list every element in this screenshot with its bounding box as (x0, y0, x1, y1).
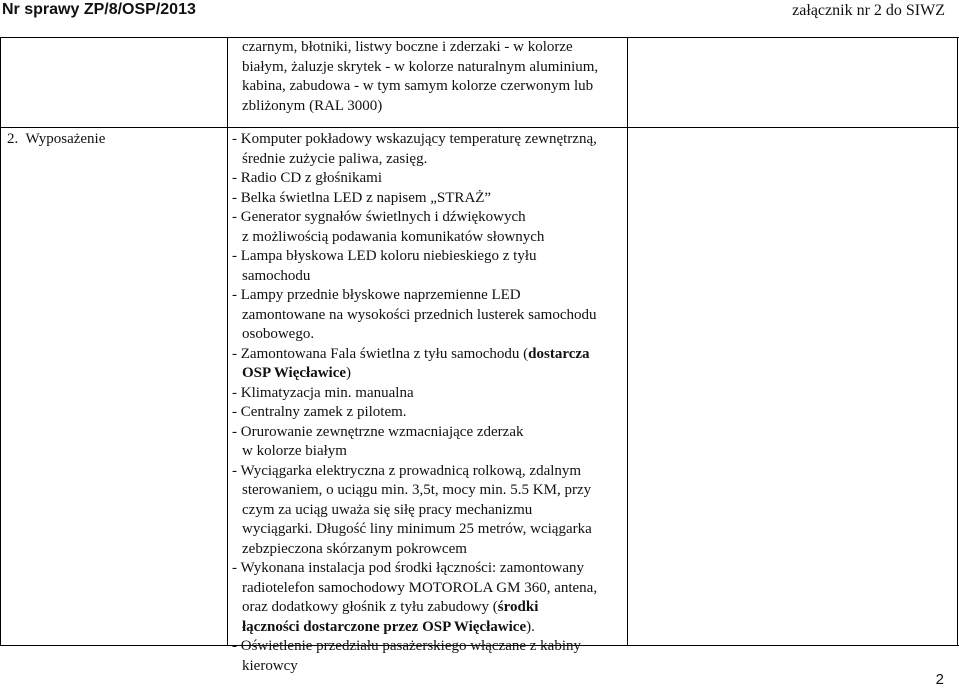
text-line: kabina, zabudowa - w tym samym kolorze czerwonym lub (242, 78, 594, 94)
row-divider (0, 127, 959, 128)
bold-text: środki (497, 599, 539, 615)
attachment-label: załącznik nr 2 do SIWZ (792, 2, 945, 19)
text-span: ). (526, 618, 535, 635)
equipment-item-cont: średnie zużycie paliwa, zasięg. (242, 150, 428, 167)
col-line-2 (627, 37, 628, 646)
equipment-item-cont: radiotelefon samochodowy MOTOROLA GM 360, antena, (242, 579, 598, 596)
text-span: oraz dodatkowy głośnik z tyłu zabudowy ( (242, 599, 498, 615)
text-span: - Zamontowana Fala świetlna z tyłu samochodu ( (232, 345, 529, 362)
equipment-item: - Belka świetlna LED z napisem „STRAŻ” (232, 189, 492, 206)
equipment-item: - Wyciągarka elektryczna z prowadnicą rolkową, zdalnym (232, 462, 582, 479)
equipment-item-cont: samochodu (242, 267, 311, 284)
text-span: ) (346, 365, 352, 381)
equipment-item-cont: z możliwością podawania komunikatów słownych (242, 228, 545, 245)
equipment-item-cont: osobowego. (242, 326, 315, 342)
col-line-0 (0, 37, 1, 646)
equipment-item-cont: zamontowane na wysokości przednich lusterek samochodu (242, 306, 597, 323)
row1-description (242, 38, 598, 116)
equipment-item: - Lampa błyskowa LED koloru niebieskiego z tyłu (232, 248, 537, 264)
col-line-1 (227, 37, 228, 646)
row2-label: 2. Wyposażenie (7, 131, 106, 147)
equipment-item: - Centralny zamek z pilotem. (232, 404, 407, 420)
equipment-item-cont (232, 364, 597, 384)
equipment-item-cont: wyciągarki. Długość liny minimum 25 metrów, wciągarka (242, 521, 592, 537)
bold-text: dostarcza (528, 345, 590, 362)
equipment-item-cont: w kolorze białym (242, 443, 347, 459)
equipment-item-cont: kierowcy (242, 657, 298, 674)
col-line-3 (957, 37, 958, 646)
equipment-item-cont: czym za uciąg uważa się siłę pracy mechanizmu (242, 501, 533, 518)
text-line: czarnym, błotniki, listwy boczne i zderzaki - w kolorze (242, 39, 573, 55)
equipment-item: - Orurowanie zewnętrzne wzmacniające zderzak (232, 423, 524, 440)
equipment-list (232, 130, 597, 676)
equipment-item-cont (232, 618, 597, 638)
text-line: zbliżonym (RAL 3000) (242, 97, 383, 114)
equipment-item (232, 345, 597, 365)
equipment-item: - Klimatyzacja min. manualna (232, 384, 414, 401)
text-line: białym, żaluzje skrytek - w kolorze naturalnym aluminium, (242, 58, 599, 75)
equipment-item: - Wykonana instalacja pod środki łączności: zamontowany (232, 560, 585, 576)
equipment-item: - Generator sygnałów świetlnych i dźwiękowych (232, 209, 526, 225)
page-number: 2 (935, 671, 944, 688)
equipment-item: - Lampy przednie błyskowe naprzemienne LED (232, 287, 521, 303)
equipment-item: - Komputer pokładowy wskazujący temperaturę zewnętrzną, (232, 131, 597, 147)
equipment-item-cont: zebzpieczona skórzanym pokrowcem (242, 540, 467, 557)
bold-text: OSP Więcławice (242, 365, 347, 381)
equipment-item-cont: sterowaniem, o uciągu min. 3,5t, mocy min. 5.5 KM, przy (242, 482, 592, 498)
document-reference: Nr sprawy ZP/8/OSP/2013 (2, 1, 196, 18)
bold-text: łączności dostarczone przez OSP Więcławice (242, 618, 527, 635)
equipment-item-cont (232, 598, 597, 618)
equipment-item: - Radio CD z głośnikami (232, 170, 382, 186)
equipment-item: - Oświetlenie przedziału pasażerskiego włączane z kabiny (232, 638, 581, 654)
